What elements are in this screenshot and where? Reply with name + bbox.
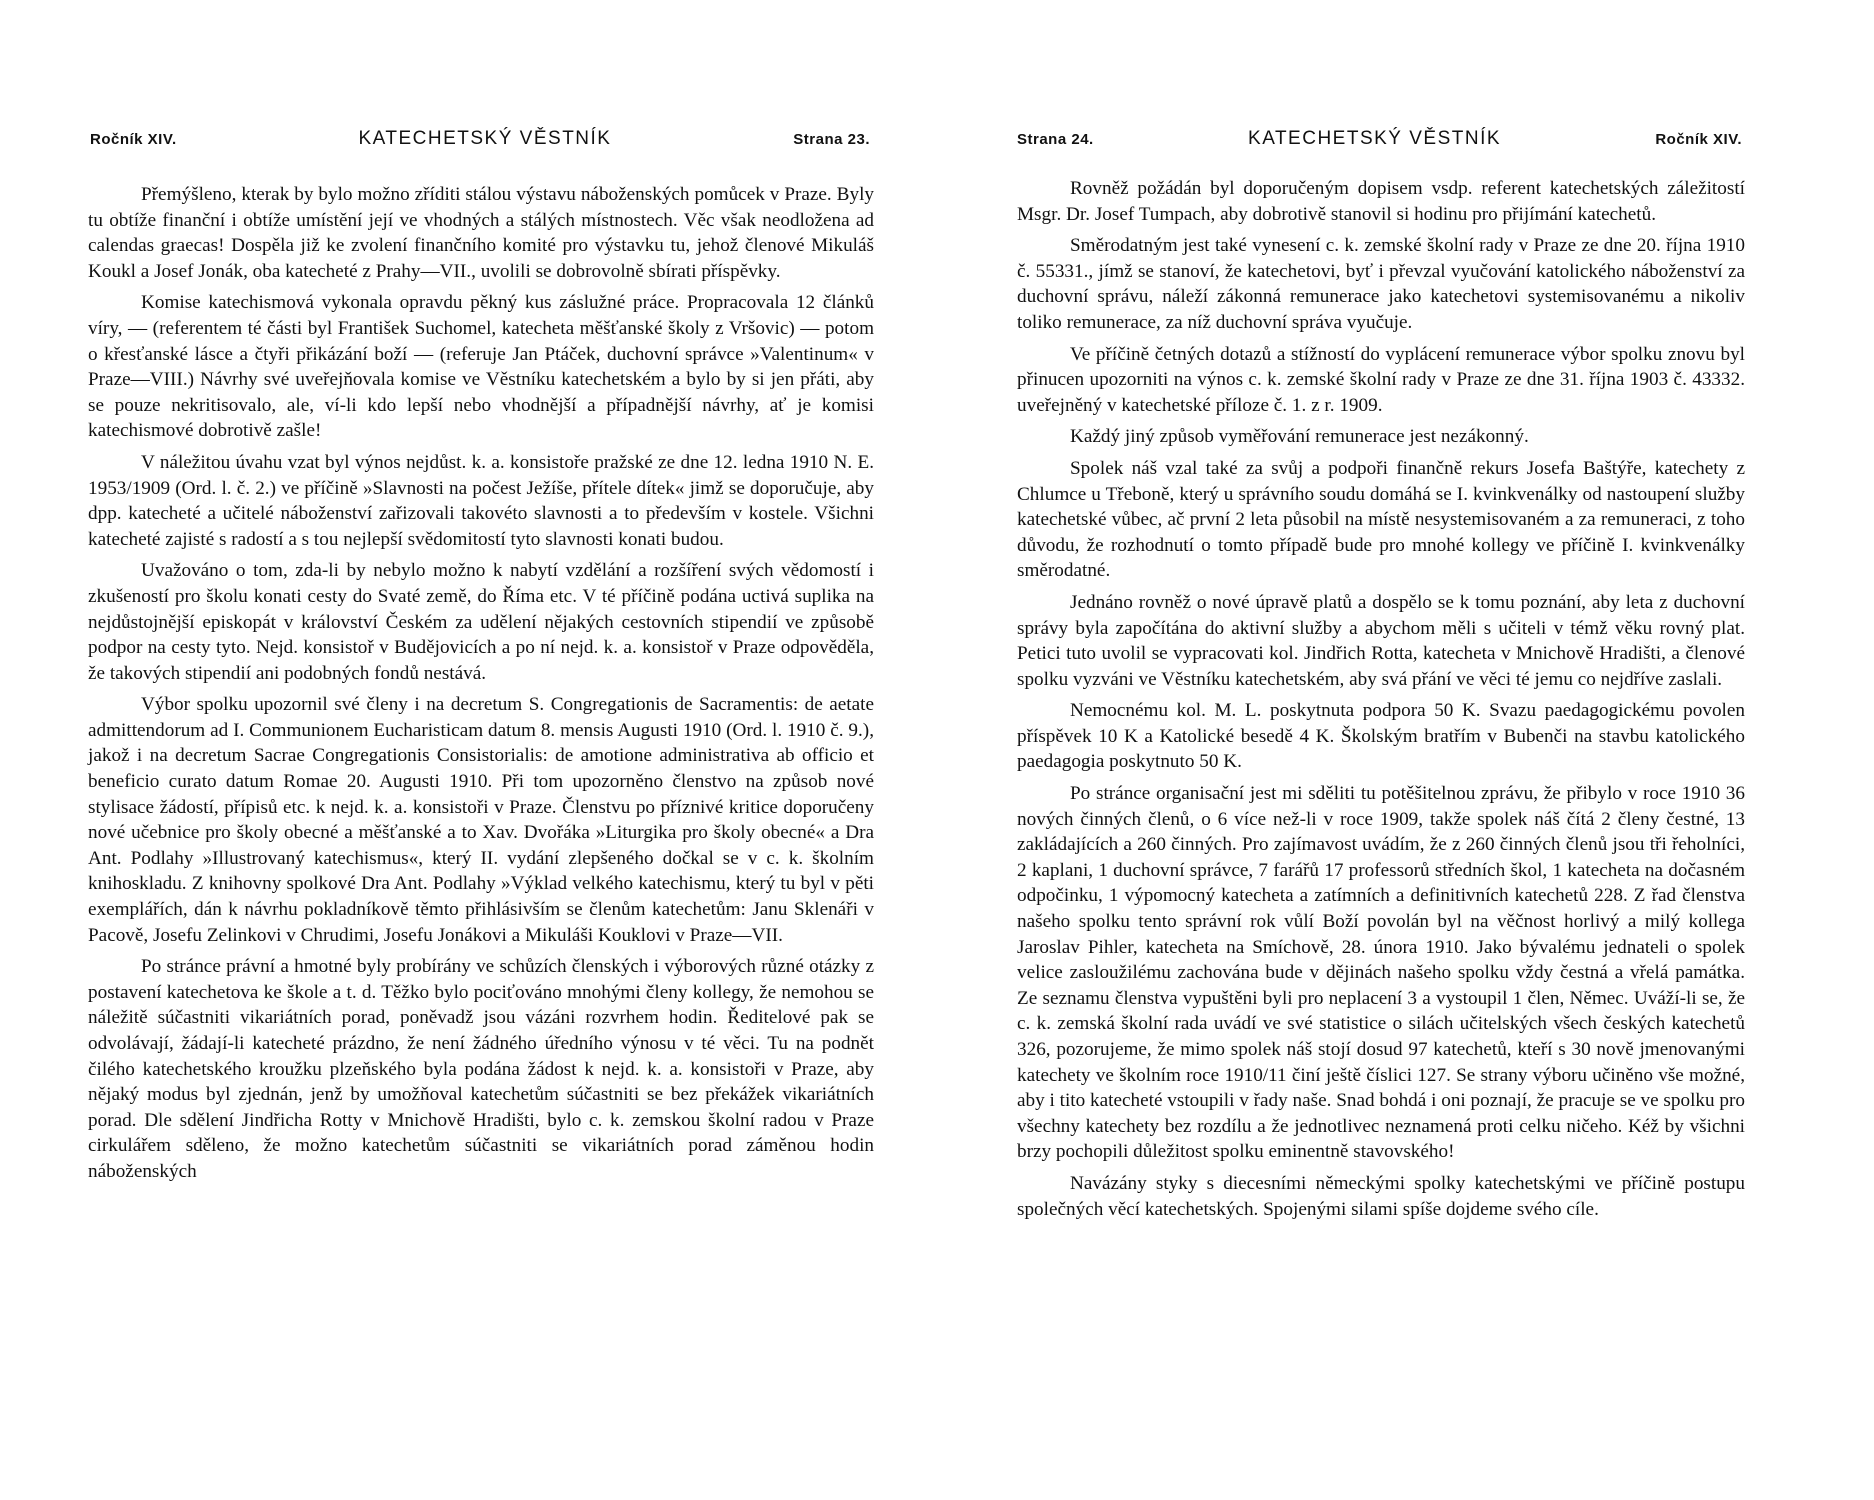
- right-paragraph-9: Navázány styky s diecesními německými spolky katechetskými ve příčině postupu společných věcí katechetských. Spojenými silami spíše dojdeme svého cíle.: [1017, 1172, 1745, 1220]
- left-paragraph-2: Komise katechismová vykonala opravdu pěkný kus záslužné práce. Propracovala 12 článků víry, — (referentem té části byl František Suchomel, katecheta měšťanské školy z Vršovic) — potom o křesťanské lásce a čtyři přikázání boží — (referuje Jan Ptáček, duchovní správce »Valentinum« v Praze—VIII.) Návrhy své uveřejňovala komise ve Věstníku katechetském a bylo by si jen přáti, aby se pouze nekritisovalo, ale, ví-li kdo lepší nebo vhodnější a případnější návrhy, ať je komisi katechismové dobrotivě zašle!: [88, 292, 874, 442]
- left-page-body: [88, 182, 874, 1191]
- left-paragraph-6: Po stránce právní a hmotné byly probírány ve schůzích členských i výborových různé otázky z postavení katechetova ke škole a t. d. Těžko bylo pociťováno mnohými členy kollegy, že nemohou se náležitě súčastniti vikariátních porad, poněvadž jsou vázáni rozvrhem hodin. Ředitelové pak se odvolávají, žádají-li katecheté prázdno, že není žádného úředního výnosu v té věci. Tu na podnět čilého katechetského kroužku plzeňského byla podána žádost k nejd. k. a. konsistoři v Praze, aby nějaký modus byl zjednán, jenž by umožňoval katechetům súčastniti se bez překážek vikariátních porad. Dle sdělení Jindřicha Rotty v Mnichově Hradišti, bylo c. k. zemskou školní radou v Praze cirkulářem sděleno, že možno katechetům súčastniti se vikariátních porad záměnou hodin náboženských: [88, 956, 874, 1182]
- right-paragraph-3: Ve příčině četných dotazů a stížností do vyplácení remunerace výbor spolku znovu byl přinucen upozorniti na výnos c. k. zemské školní rady v Praze ze dne 31. října 1903 č. 43332. uveřejněný v katechetské příloze č. 1. z r. 1909.: [1017, 343, 1745, 416]
- right-paragraph-1: Rovněž požádán byl doporučeným dopisem vsdp. referent katechetských záležitostí Msgr. Dr. Josef Tumpach, aby dobrotivě stanovil si hodinu pro přijímání katechetů.: [1017, 178, 1745, 225]
- left-paragraph-4: Uvažováno o tom, zda-li by nebylo možno k nabytí vzdělání a rozšíření svých vědomostí i zkušeností pro školu konati cesty do Svaté země, do Říma etc. V té příčině podána uctivá suplika na nejdůstojnější episkopát v království Českém za udělení nějakých cestovních stipendií ve způsobě podpor na cesty tyto. Nejd. konsistoř v Budějovicích a po ní nejd. k. a. konsistoř v Praze odpověděla, že takových stipendií ani podobných fondů nestává.: [88, 560, 874, 684]
- left-paragraph-1: Přemýšleno, kterak by bylo možno zříditi stálou výstavu náboženských pomůcek v Praze. Byly tu obtíže finanční i obtíže umístění její ve vhodných a stálých místnostech. Věc však neodložena ad calendas graecas! Dospěla již ke zvolení finančního komité pro výstavku tu, jehož členové Mikuláš Koukl a Josef Jonák, oba katecheté z Prahy—VII., uvolili se dobrovolně sbírati příspěvky.: [88, 184, 874, 282]
- right-paragraph-6: Jednáno rovněž o nové úpravě platů a dospělo se k tomu poznání, aby leta z duchovní správy byla započítána do aktivní služby a abychom měli s učiteli v témž věku rovný plat. Petici tuto uvolil se vypracovati kol. Jindřich Rotta, katecheta v Mnichově Hradišti, a členové spolku vyzváni ve Věstníku katechetském, aby svá přání ve věci té jemu co nejdříve zaslali.: [1017, 591, 1745, 690]
- left-paragraph-5: Výbor spolku upozornil své členy i na decretum S. Congregationis de Sacramentis: de aetate admittendorum ad I. Communionem Eucharisticam datum 8. mensis Augusti 1910 (Ord. l. 1910 č. 9.), jakož i na decretum Sacrae Congregationis Consistorialis: de amotione administrativa ab officio et beneficio curato datum Romae 20. Augusti 1910. Při tom upozorněno členstvo na způsob nové stylisace žádostí, přípisů etc. k nejd. k. a. konsistoři v Praze. Členstvu po příznivé kritice doporučeny nové učebnice pro školy obecné a měšťanské a to Xav. Dvořáka »Liturgika pro školy obecné« a Dra Ant. Podlahy »Illustrovaný katechismus«, který II. vydání zlepšeného dočkal se v c. k. školním knihoskladu. Z knihovny spolkové Dra Ant. Podlahy »Výklad velkého katechismu, který tu byl v pěti exemplářích, dán k návrhu pokladníkově těmto přihlásivším se členům katechetům: Janu Sklenáři v Pacově, Josefu Zelinkovi v Chrudimi, Josefu Jonákovi a Mikuláši Kouklovi v Praze—VII.: [88, 694, 874, 946]
- right-page-number: Strana 24.: [1017, 131, 1094, 148]
- right-page-header: [1017, 128, 1742, 158]
- right-paragraph-7: Nemocnému kol. M. L. poskytnuta podpora 50 K. Svazu paedagogickému povolen příspěvek 10 K a Katolické besedě 4 K. Školským bratřím v Bubenči na stavbu katolického paedagogia poskytnuto 50 K.: [1017, 700, 1745, 773]
- right-page-body: [1017, 176, 1745, 1228]
- left-paragraph-3: V náležitou úvahu vzat byl výnos nejdůst. k. a. konsistoře pražské ze dne 12. ledna 1910 N. E. 1953/1909 (Ord. l. č. 2.) ve příčině »Slavnosti na počest Ježíše, přítele dítek« jimž se doporučuje, aby dpp. katecheté a učitelé náboženství zařizovali takovéto slavnosti a to především v kostele. Všichni katecheté zajisté s radostí a s tou nejlepší svědomitostí tyto slavnosti konati budou.: [88, 451, 874, 550]
- left-page-number: Strana 23.: [793, 131, 870, 148]
- left-volume-label: Ročník XIV.: [90, 131, 177, 148]
- right-paragraph-8: Po stránce organisační jest mi sděliti tu potěšitelnou zprávu, že přibylo v roce 1910 36 nových činných členů, o 6 více než-li v roce 1909, takže spolek náš čítá 2 členy čestné, 13 zakládajících a 260 činných. Pro zajímavost uvádím, že z 260 činných členů jsou tři řeholníci, 2 kaplani, 1 duchovní správce, 7 farářů 17 professorů středních škol, 1 katecheta na dočasném odpočinku, 1 výpomocný katecheta a zatímních a definitivních katechetů 228. Z řad členstva našeho spolku tento správní rok vůlí Boží povolán byl na věčnost horlivý a milý kollega Jaroslav Pihler, katecheta na Smíchově, 28. února 1910. Jako bývalému jednateli o spolek velice zasloužilému zachována bude v dějinách našeho spolku vždy čestná a vřelá památka. Ze seznamu členstva vypuštěni byli pro neplacení 3 a vystoupil 1 člen, Němec. Uváží-li se, že c. k. zemská školní rada uvádí ve své statistice o silách učitelských všech českých katechetů 326, pozorujeme, že mimo spolek náš stojí dosud 97 katechetů, kteří s 30 nově jmenovanými katechety ve školním roce 1910/11 činí ještě číslici 127. Se strany výboru učiněno vše možné, aby i tito katecheté vstoupili v řady naše. Snad bohdá i oni poznají, že pracuje se ve spolku pro všechny katechety bez rozdílu a že jednotlivec neznamená proti celku ničeho. Kéž by všichni brzy pochopili důležitost spolku eminentně stavovského!: [1017, 783, 1745, 1163]
- right-volume-label: Ročník XIV.: [1655, 131, 1742, 148]
- right-page: [937, 0, 1874, 1500]
- right-paragraph-5: Spolek náš vzal také za svůj a podpoři finančně rekurs Josefa Baštýře, katechety z Chlumce u Třeboně, který u správního soudu domáhá se I. kvinkvenálky od nastoupení služby katechetské vůbec, ač první 2 leta působil na místě nesystemisovaném a za remuneraci, z toho důvodu, že rozhodnutí o tomto případě bude pro mnohé kollegy ve příčině I. kvinkvenálky směrodatné.: [1017, 457, 1745, 582]
- right-paragraph-2: Směrodatným jest také vynesení c. k. zemské školní rady v Praze ze dne 20. října 1910 č. 55331., jímž se stanoví, že katechetovi, byť i převzal vyučování katolického náboženství za duchovní správu, náleží zákonná remunerace jako katechetovi systemisovanému a nikoliv toliko remunerace, za níž duchovní správa vyučuje.: [1017, 235, 1745, 333]
- left-journal-title: KATECHETSKÝ VĚSTNÍK: [358, 128, 612, 149]
- right-journal-title: KATECHETSKÝ VĚSTNÍK: [1248, 128, 1502, 149]
- right-paragraph-4: Každý jiný způsob vyměřování remunerace jest nezákonný.: [1070, 426, 1529, 448]
- left-page-header: [90, 128, 870, 158]
